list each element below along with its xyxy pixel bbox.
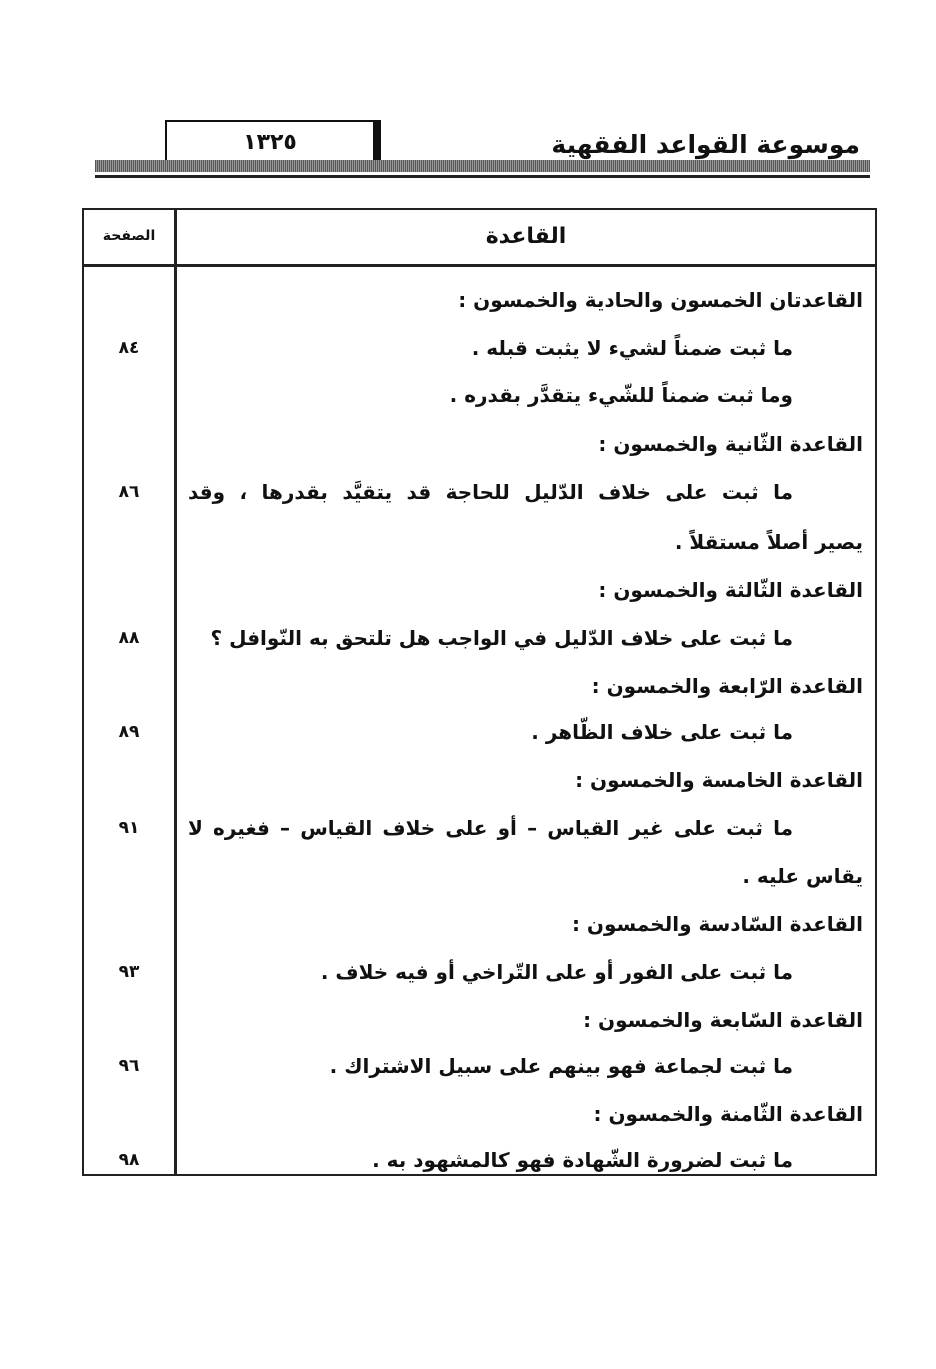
table-row xyxy=(84,858,875,898)
rule-heading: القاعدة الرّابعة والخمسون : xyxy=(591,674,863,698)
rules-index-table xyxy=(82,208,877,1176)
rule-text-continued: يصير أصلاً مستقلاً . xyxy=(674,530,863,554)
table-row xyxy=(84,714,875,754)
table-row xyxy=(84,377,875,417)
table-row xyxy=(84,620,875,660)
table-row xyxy=(84,1096,875,1136)
table-row xyxy=(84,906,875,946)
page-ref: ٩١ xyxy=(118,818,140,838)
table-row xyxy=(84,762,875,802)
book-title: موسوعة القواعد الفقهية xyxy=(551,130,860,159)
table-row xyxy=(84,426,875,466)
table-row xyxy=(84,1048,875,1088)
page-ref: ٩٣ xyxy=(118,962,140,982)
rule-heading: القاعدة الثّامنة والخمسون : xyxy=(593,1102,863,1126)
rule-text: ما ثبت على خلاف الظّاهر . xyxy=(531,720,793,744)
header-rule-bar xyxy=(95,160,870,172)
rule-text: ما ثبت ضمناً لشيء لا يثبت قبله . xyxy=(471,336,793,360)
rule-heading: القاعدة السّابعة والخمسون : xyxy=(583,1008,863,1032)
page-ref: ٨٨ xyxy=(118,628,140,648)
table-row xyxy=(84,474,875,514)
table-row xyxy=(84,1002,875,1042)
header-row-divider xyxy=(84,264,875,267)
rule-heading: القاعدة الخامسة والخمسون : xyxy=(575,768,863,792)
rule-heading: القاعدة الثّانية والخمسون : xyxy=(598,432,863,456)
rule-text: ما ثبت على غير القياس – أو على خلاف القياس – فغيره لا xyxy=(188,816,793,840)
rule-heading: القاعدتان الخمسون والحادية والخمسون : xyxy=(458,288,863,312)
rule-heading: القاعدة الثّالثة والخمسون : xyxy=(598,578,863,602)
page-column-header: الصفحة xyxy=(102,228,156,244)
rule-text: ما ثبت لجماعة فهو بينهم على سبيل الاشتراك . xyxy=(329,1054,793,1078)
rule-heading: القاعدة السّادسة والخمسون : xyxy=(571,912,863,936)
rule-text: ما ثبت على خلاف الدّليل في الواجب هل تلتحق به النّوافل ؟ xyxy=(210,626,793,650)
rule-text: ما ثبت على الفور أو على التّراخي أو فيه خلاف . xyxy=(320,960,793,984)
table-row xyxy=(84,330,875,370)
rule-text-continued: يقاس عليه . xyxy=(742,864,863,888)
rule-text: ما ثبت على خلاف الدّليل للحاجة قد يتقيَّد بقدرها ، وقد xyxy=(188,480,793,504)
rule-text: وما ثبت ضمناً للشّيء يتقدَّر بقدره . xyxy=(449,383,793,407)
page-ref: ٨٦ xyxy=(118,482,140,502)
page-ref: ٩٦ xyxy=(118,1056,140,1076)
rule-column-header: القاعدة xyxy=(485,224,567,249)
page-ref: ٨٩ xyxy=(118,722,140,742)
table-row xyxy=(84,572,875,612)
table-row xyxy=(84,810,875,850)
table-row xyxy=(84,954,875,994)
page-header xyxy=(95,112,870,184)
table-row xyxy=(84,524,875,564)
rule-text: ما ثبت لضرورة الشّهادة فهو كالمشهود به . xyxy=(372,1148,793,1172)
table-row xyxy=(84,282,875,322)
header-rule-line xyxy=(95,175,870,178)
page-ref: ٩٨ xyxy=(118,1150,140,1170)
page-number: ١٣٢٥ xyxy=(243,130,297,155)
table-row xyxy=(84,668,875,708)
page-ref: ٨٤ xyxy=(118,338,140,358)
table-row xyxy=(84,1142,875,1182)
